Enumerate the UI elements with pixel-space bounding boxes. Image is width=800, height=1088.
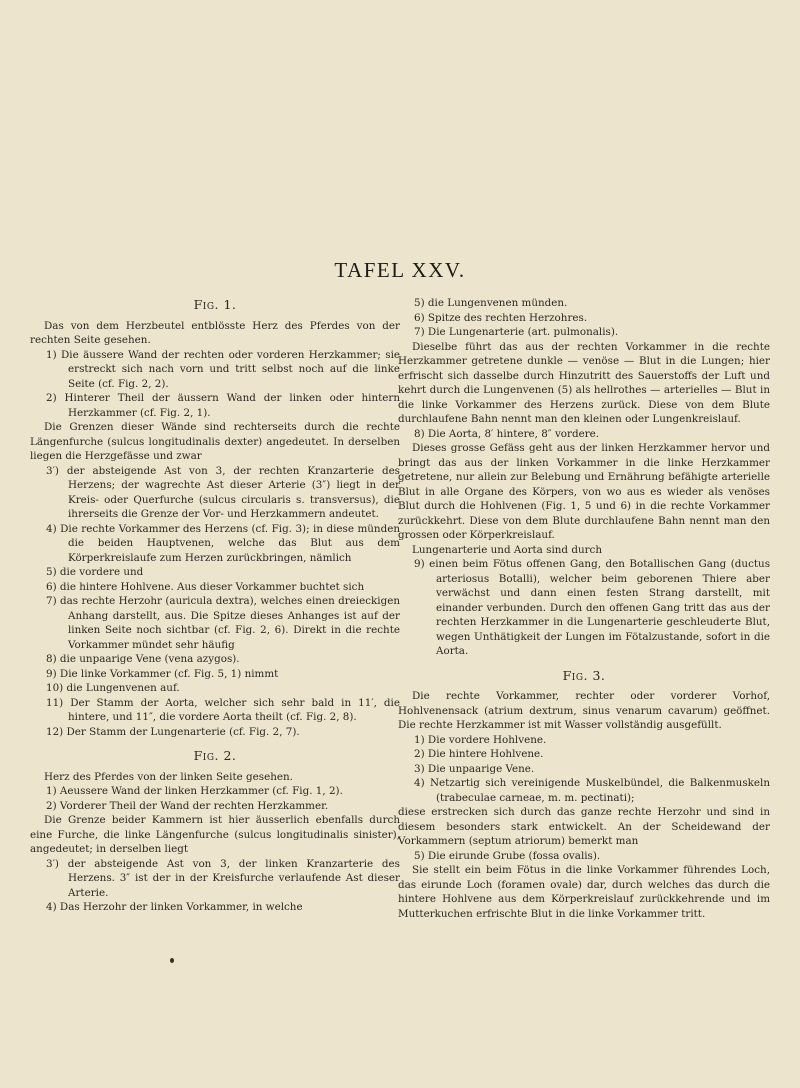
fig3-paragraph: diese erstrecken sich durch das ganze rechte Herzohr und sind in diesem besonders stark entwickelt. An der Scheidewand der Vorkammern (septum atriorum) bemerkt man [398, 806, 770, 847]
fig3-item: 2) Die hintere Hohlvene. [414, 748, 544, 760]
fig1-heading: Fig. 1. [193, 297, 237, 312]
fig2-item: 5) die Lungenvenen münden. [414, 297, 568, 309]
fig1-item: 4) Die rechte Vorkammer des Herzens (cf. Fig. 3); in diese münden die beiden Hauptvenen, welche das Blut aus dem Körperkreislaufe zum Herzen zurückbringen, nämlich [46, 522, 400, 564]
fig2-item: 2) Vorderer Theil der Wand der rechten Herzkammer. [46, 799, 329, 812]
fig2-intro: Herz des Pferdes von der linken Seite gesehen. [44, 770, 293, 783]
fig2-paragraph: Dieselbe führt das aus der rechten Vorkammer in die rechte Herzkammer getretene dunkle — venöse — Blut in die Lungen; hier erfrischt sich dasselbe durch Hinzutritt des Sauerstoffs der Luft und kehrt durch die Lungenvenen (5) als hellrothes — arterielles — Blut in die linke Vorkammer des Herzens zurück. Diese von dem Blute durchlaufene Bahn nennt man den kleinen oder Lungenkreislauf. [398, 340, 770, 425]
fig1-item: 12) Der Stamm der Lungenarterie (cf. Fig. 2, 7). [46, 725, 300, 738]
fig1-item: 5) die vordere und [46, 566, 144, 578]
fig2-paragraph: Die Grenze beider Kammern ist hier äusserlich ebenfalls durch eine Furche, die linke Längenfurche (sulcus longitudinalis sinister), angedeutet; in derselben liegt [30, 814, 400, 855]
fig2-paragraph: Lungenarterie und Aorta sind durch [412, 543, 603, 556]
fig2-item: 3′) der absteigende Ast von 3, der linken Kranzarterie des Herzens. 3″ ist der in der Kreisfurche verlaufende Ast dieser Arterie. [46, 857, 400, 899]
fig3-heading: Fig. 3. [562, 667, 606, 683]
fig2-heading: Fig. 2. [193, 748, 237, 763]
fig1-paragraph: Die Grenzen dieser Wände sind rechterseits durch die rechte Längenfurche (sulcus longitudinalis dexter) angedeutet. In derselben liegen die Herzgefässe und zwar [30, 421, 400, 462]
fig3-item: 3) Die unpaarige Vene. [414, 762, 535, 775]
fig2-item: 1) Aeussere Wand der linken Herzkammer (cf. Fig. 1, 2). [46, 785, 343, 797]
fig3-item: 5) Die eirunde Grube (fossa ovalis). [414, 849, 601, 862]
fig1-item: 9) Die linke Vorkammer (cf. Fig. 5, 1) nimmt [46, 667, 279, 680]
fig1-item: 10) die Lungenvenen auf. [46, 682, 180, 694]
fig1-item: 7) das rechte Herzohr (auricula dextra), welches einen dreieckigen Anhang darstellt, aus. Die Spitze dieses Anhanges ist auf der linken Seite noch sichtbar (cf. Fig. 2, 6). Direkt in die rechte Vorkammer mündet sehr häufig [46, 595, 400, 651]
fig1-item: 1) Die äussere Wand der rechten oder vorderen Herzkammer; sie erstreckt sich nach vorn und tritt selbst noch auf die linke Seite (cf. Fig. 2, 2). [46, 348, 400, 390]
fig1-item: 3′) der absteigende Ast von 3, der rechten Kranzarterie des Herzens; der wagrechte Ast dieser Arterie (3″) liegt in der Kreis- oder Querfurche (sulcus circularis s. transversus), die ihrerseits die Grenze der Vor- und Herzkammern andeutet. [46, 464, 400, 520]
fig1-item: 11) Der Stamm der Aorta, welcher sich sehr bald in 11′, die hintere, und 11″, die vordere Aorta theilt (cf. Fig. 2, 8). [46, 696, 400, 723]
fig2-item: 9) einen beim Fötus offenen Gang, den Botallischen Gang (ductus arteriosus Botalli), welcher beim geborenen Thiere aber verwächst und dann einen festen Strang darstellt, mit einander verbunden. Durch den offenen Gang tritt das aus der rechten Herzkammer in die Lungenarterie geschleuderte Blut, wegen Unthätigkeit der Lungen im Fötalzustande, sofort in die Aorta. [414, 558, 770, 657]
fig1-item: 8) die unpaarige Vene (vena azygos). [46, 653, 240, 665]
page-title: TAFEL XXV. [334, 258, 466, 282]
right-column [398, 296, 770, 921]
fig2-item: 8) Die Aorta, 8′ hintere, 8″ vordere. [414, 427, 600, 440]
ink-dot [170, 958, 174, 963]
fig1-item: 6) die hintere Hohlvene. Aus dieser Vorkammer buchtet sich [46, 580, 365, 593]
fig2-paragraph: Dieses grosse Gefäss geht aus der linken Herzkammer hervor und bringt das aus der linken Vorkammer in die linke Herzkammer getretene, nur allein zur Belebung und Ernährung befähigte arterielle Blut in alle Organe des Körpers, von wo aus es wieder als venöses Blut durch die Hohlvenen (Fig. 1, 5 und 6) in die rechte Vorkammer zurückkehrt. Diese von dem Blute durchlaufene Bahn nennt man den grossen oder Körperkreislauf. [398, 442, 770, 541]
left-column [30, 296, 400, 915]
fig3-paragraph: Sie stellt ein beim Fötus in die linke Vorkammer führendes Loch, das eirunde Loch (foramen ovale) dar, durch welches das durch die hintere Hohlvene aus dem Körperkreislauf zurückkehrende und im Mutterkuchen erfrischte Blut in die linke Vorkammer tritt. [398, 864, 770, 920]
fig1-intro: Das von dem Herzbeutel entblösste Herz des Pferdes von der rechten Seite gesehen. [30, 319, 400, 346]
fig3-item: 1) Die vordere Hohlvene. [414, 733, 547, 746]
fig2-item: 6) Spitze des rechten Herzohres. [414, 311, 588, 324]
fig3-item: 4) Netzartig sich vereinigende Muskelbündel, die Balkenmuskeln (trabeculae carneae, m. m. pectinati); [414, 777, 770, 804]
fig3-intro: Die rechte Vorkammer, rechter oder vorderer Vorhof, Hohlvenensack (atrium dextrum, sinus venarum cavarum) geöffnet. Die rechte Herzkammer ist mit Wasser vollständig ausgefüllt. [398, 690, 770, 731]
fig2-item: 4) Das Herzohr der linken Vorkammer, in welche [46, 901, 303, 913]
fig2-item: 7) Die Lungenarterie (art. pulmonalis). [414, 326, 619, 338]
fig1-item: 2) Hinterer Theil der äussern Wand der linken oder hintern Herzkammer (cf. Fig. 2, 1). [46, 392, 400, 419]
